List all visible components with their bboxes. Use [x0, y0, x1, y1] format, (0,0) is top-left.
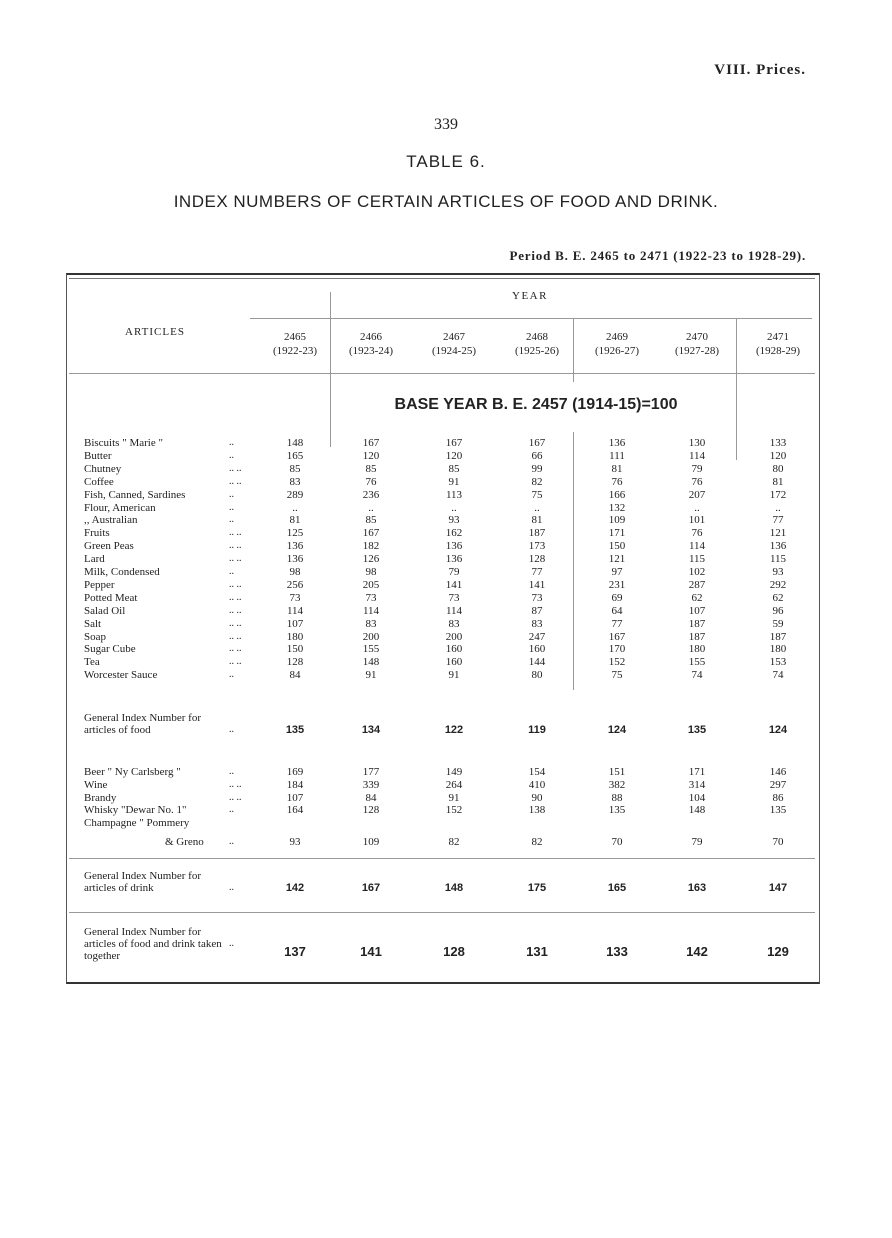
- row-label: Butter: [84, 449, 112, 462]
- table-cell: 152: [445, 804, 463, 817]
- table-cell: 164: [286, 804, 304, 817]
- table-cell: 64: [611, 604, 623, 617]
- row-label: Flour, American: [84, 501, 156, 514]
- table-cell: 138: [528, 804, 546, 817]
- table-cell: ..: [534, 501, 540, 514]
- leader-dots: ..: [229, 669, 234, 681]
- table-cell: 136: [445, 540, 463, 553]
- leader-dots: ..: [229, 938, 234, 949]
- table-cell: 99: [531, 462, 543, 475]
- table-cell: 107: [286, 791, 304, 804]
- table-cell: 167: [362, 527, 380, 540]
- table-cell: 114: [286, 604, 304, 617]
- table-cell: 73: [531, 591, 543, 604]
- table-cell: 297: [769, 778, 787, 791]
- table-cell: 70: [611, 836, 623, 848]
- table-cell: 130: [688, 437, 706, 449]
- table-cell: 133: [606, 944, 628, 959]
- table-cell: 87: [531, 604, 543, 617]
- leader-dots: ..: [229, 766, 234, 777]
- year-ce: (1926-27): [595, 345, 639, 357]
- table-cell: 124: [607, 724, 627, 736]
- table-cell: 81: [289, 514, 301, 527]
- table-cell: 141: [445, 578, 463, 591]
- table-cell: 292: [769, 578, 787, 591]
- table-cell: 165: [607, 882, 627, 894]
- leader-dots: .. ..: [229, 591, 242, 603]
- table-cell: 155: [362, 643, 380, 656]
- table-cell: 289: [286, 488, 304, 501]
- year-be: 2469: [606, 331, 628, 343]
- row-label: Champagne " Pommery: [84, 817, 190, 830]
- row-label: Fish, Canned, Sardines: [84, 488, 186, 501]
- table-cell: 180: [769, 643, 787, 656]
- table-cell: 256: [286, 578, 304, 591]
- year-ce: (1928-29): [756, 345, 800, 357]
- table-cell: 83: [448, 617, 460, 630]
- table-cell: 205: [362, 578, 380, 591]
- table-cell: 172: [769, 488, 787, 501]
- section-rule: [69, 858, 815, 859]
- leader-dots: ..: [229, 724, 234, 735]
- table-cell: 162: [445, 527, 463, 540]
- table-cell: 142: [686, 944, 708, 959]
- year-be: 2465: [284, 331, 306, 343]
- table-cell: 236: [362, 488, 380, 501]
- leader-dots: ..: [229, 566, 234, 577]
- table-cell: 137: [284, 944, 306, 959]
- table-cell: 167: [445, 437, 463, 449]
- table-cell: 135: [769, 804, 787, 817]
- year-label: YEAR: [512, 290, 548, 302]
- table-cell: 410: [528, 778, 546, 791]
- row-label: Coffee: [84, 475, 114, 488]
- row-label: Milk, Condensed: [84, 566, 160, 578]
- table-cell: 109: [362, 836, 380, 848]
- table-inner-rule: [69, 278, 815, 279]
- table-cell: 200: [362, 630, 380, 643]
- table-cell: 85: [365, 462, 377, 475]
- table-cell: 175: [527, 882, 547, 894]
- year-ce: (1924-25): [432, 345, 476, 357]
- table-cell: 114: [445, 604, 463, 617]
- table-cell: 187: [688, 617, 706, 630]
- table-cell: 151: [608, 766, 626, 778]
- table-cell: 93: [772, 566, 784, 578]
- year-be: 2471: [767, 331, 789, 343]
- table-cell: 76: [365, 475, 377, 488]
- table-cell: 163: [687, 882, 707, 894]
- column-divider: [330, 292, 331, 447]
- row-label: ,, Australian: [84, 514, 138, 527]
- table-cell: 107: [286, 617, 304, 630]
- table-cell: 81: [772, 475, 784, 488]
- table-cell: 124: [768, 724, 788, 736]
- table-cell: 104: [688, 791, 706, 804]
- table-cell: ..: [694, 501, 700, 514]
- table-cell: 114: [688, 449, 706, 462]
- table-cell: 136: [286, 540, 304, 553]
- row-label: Biscuits " Marie ": [84, 437, 163, 449]
- table-cell: 148: [362, 656, 380, 669]
- table-cell: 114: [688, 540, 706, 553]
- row-label: Potted Meat: [84, 591, 138, 604]
- table-cell: 173: [528, 540, 546, 553]
- table-cell: 62: [772, 591, 784, 604]
- table-cell: 81: [611, 462, 623, 475]
- table-cell: 148: [444, 882, 464, 894]
- table-cell: 77: [611, 617, 623, 630]
- year-column-header: [414, 330, 494, 358]
- table-title: TABLE 6.: [406, 152, 486, 171]
- table-cell: 111: [609, 449, 625, 462]
- table-cell: 81: [531, 514, 543, 527]
- table-cell: 76: [691, 475, 703, 488]
- table-cell: 149: [445, 766, 463, 778]
- leader-dots: .. ..: [229, 475, 242, 487]
- table-cell: 247: [528, 630, 546, 643]
- year-be: 2467: [443, 331, 465, 343]
- year-ce: (1923-24): [349, 345, 393, 357]
- leader-dots: ..: [229, 449, 234, 461]
- table-cell: 125: [286, 527, 304, 540]
- row-label: Chutney: [84, 462, 122, 475]
- table-cell: 84: [365, 791, 377, 804]
- leader-dots: .. ..: [229, 617, 242, 629]
- table-cell: 207: [688, 488, 706, 501]
- leader-dots: .. ..: [229, 778, 242, 790]
- leader-dots: ..: [229, 836, 234, 847]
- table-cell: 121: [608, 553, 626, 566]
- table-cell: 287: [688, 578, 706, 591]
- table-cell: 136: [608, 437, 626, 449]
- articles-label: ARTICLES: [125, 326, 185, 338]
- table-cell: ..: [368, 501, 374, 514]
- section-rule: [69, 912, 815, 913]
- table-cell: 93: [448, 514, 460, 527]
- table-cell: 73: [365, 591, 377, 604]
- table-cell: 119: [528, 724, 546, 736]
- leader-dots: .. ..: [229, 643, 242, 655]
- table-cell: 98: [289, 566, 301, 578]
- table-cell: 166: [608, 488, 626, 501]
- table-cell: 177: [362, 766, 380, 778]
- table-cell: 83: [365, 617, 377, 630]
- table-cell: 136: [286, 553, 304, 566]
- table-cell: 169: [286, 766, 304, 778]
- table-cell: 135: [285, 724, 305, 736]
- row-label: Pepper: [84, 578, 115, 591]
- table-cell: 76: [691, 527, 703, 540]
- table-cell: 382: [608, 778, 626, 791]
- table-cell: 91: [448, 791, 460, 804]
- row-label: General Index Number for articles of food: [84, 712, 201, 736]
- table-cell: 120: [362, 449, 380, 462]
- table-cell: 69: [611, 591, 623, 604]
- leader-dots: .. ..: [229, 540, 242, 552]
- table-cell: 74: [772, 669, 784, 682]
- table-cell: 90: [531, 791, 543, 804]
- table-cell: 91: [448, 669, 460, 682]
- table-cell: 97: [611, 566, 623, 578]
- table-cell: 231: [608, 578, 626, 591]
- leader-dots: .. ..: [229, 604, 242, 616]
- table-cell: 98: [365, 566, 377, 578]
- table-cell: 314: [688, 778, 706, 791]
- year-column-header: [738, 330, 818, 358]
- leader-dots: ..: [229, 501, 234, 513]
- leader-dots: .. ..: [229, 656, 242, 668]
- table-cell: 146: [769, 766, 787, 778]
- table-cell: 339: [362, 778, 380, 791]
- table-cell: 82: [448, 836, 460, 848]
- row-label: Tea: [84, 656, 100, 669]
- table-cell: 167: [361, 882, 381, 894]
- year-column-header: [255, 330, 335, 358]
- year-rule: [250, 318, 812, 319]
- table-cell: 132: [608, 501, 626, 514]
- table-cell: 101: [688, 514, 706, 527]
- leader-dots: .. ..: [229, 630, 242, 642]
- table-cell: 66: [531, 449, 543, 462]
- row-label: Sugar Cube: [84, 643, 136, 656]
- table-cell: 62: [691, 591, 703, 604]
- table-cell: 160: [445, 643, 463, 656]
- year-ce: (1922-23): [273, 345, 317, 357]
- table-cell: 85: [365, 514, 377, 527]
- row-label: Fruits: [84, 527, 110, 540]
- leader-dots: ..: [229, 488, 234, 500]
- row-label: Lard: [84, 553, 105, 566]
- table-cell: 70: [772, 836, 784, 848]
- table-cell: 165: [286, 449, 304, 462]
- table-cell: 83: [531, 617, 543, 630]
- table-cell: 184: [286, 778, 304, 791]
- table-cell: 120: [769, 449, 787, 462]
- row-label: Worcester Sauce: [84, 669, 158, 682]
- row-label: Salad Oil: [84, 604, 126, 617]
- table-cell: ..: [775, 501, 781, 514]
- table-cell: 77: [531, 566, 543, 578]
- table-cell: 113: [445, 488, 463, 501]
- table-cell: 200: [445, 630, 463, 643]
- table-cell: 133: [769, 437, 787, 449]
- table-cell: 141: [360, 944, 382, 959]
- table-cell: ..: [292, 501, 298, 514]
- year-be: 2466: [360, 331, 382, 343]
- table-cell: 76: [611, 475, 623, 488]
- year-column-header: [497, 330, 577, 358]
- table-cell: 136: [769, 540, 787, 553]
- table-cell: 167: [528, 437, 546, 449]
- table-cell: 88: [611, 791, 623, 804]
- table-subtitle: INDEX NUMBERS OF CERTAIN ARTICLES OF FOOD AND DRINK.: [173, 192, 719, 211]
- table-cell: 155: [688, 656, 706, 669]
- header-rule: [69, 373, 815, 374]
- table-cell: 73: [448, 591, 460, 604]
- row-label: & Greno: [165, 836, 204, 848]
- table-cell: ..: [451, 501, 457, 514]
- table-cell: 142: [285, 882, 305, 894]
- leader-dots: ..: [229, 437, 234, 448]
- table-cell: 80: [531, 669, 543, 682]
- leader-dots: .. ..: [229, 791, 242, 803]
- table-cell: 96: [772, 604, 784, 617]
- table-cell: 122: [444, 724, 464, 736]
- table-cell: 128: [443, 944, 465, 959]
- table-cell: 264: [445, 778, 463, 791]
- table-cell: 86: [772, 791, 784, 804]
- table-cell: 126: [362, 553, 380, 566]
- table-cell: 128: [362, 804, 380, 817]
- leader-dots: .. ..: [229, 578, 242, 590]
- leader-dots: .. ..: [229, 553, 242, 565]
- table-cell: 129: [767, 944, 789, 959]
- table-cell: 74: [691, 669, 703, 682]
- table-cell: 91: [365, 669, 377, 682]
- year-column-header: [657, 330, 737, 358]
- table-cell: 180: [688, 643, 706, 656]
- year-ce: (1925-26): [515, 345, 559, 357]
- row-label: Green Peas: [84, 540, 134, 553]
- table-cell: 93: [289, 836, 301, 848]
- year-column-header: [577, 330, 657, 358]
- table-cell: 73: [289, 591, 301, 604]
- year-be: 2470: [686, 331, 708, 343]
- row-label: General Index Number for articles of food and drink taken together: [84, 926, 222, 962]
- row-label: Wine: [84, 778, 108, 791]
- table-cell: 85: [289, 462, 301, 475]
- table-cell: 114: [362, 604, 380, 617]
- leader-dots: ..: [229, 882, 234, 893]
- year-be: 2468: [526, 331, 548, 343]
- table-cell: 128: [286, 656, 304, 669]
- table-cell: 148: [688, 804, 706, 817]
- table-cell: 82: [531, 475, 543, 488]
- table-cell: 75: [531, 488, 543, 501]
- table-cell: 59: [772, 617, 784, 630]
- year-column-header: [331, 330, 411, 358]
- leader-dots: .. ..: [229, 462, 242, 474]
- table-cell: 80: [772, 462, 784, 475]
- leader-dots: ..: [229, 804, 234, 816]
- table-cell: 109: [608, 514, 626, 527]
- table-cell: 187: [769, 630, 787, 643]
- table-cell: 147: [768, 882, 788, 894]
- row-label: Brandy: [84, 791, 117, 804]
- table-cell: 79: [691, 836, 703, 848]
- table-cell: 120: [445, 449, 463, 462]
- table-cell: 171: [688, 766, 706, 778]
- table-cell: 79: [448, 566, 460, 578]
- table-cell: 135: [687, 724, 707, 736]
- table-cell: 82: [531, 836, 543, 848]
- table-cell: 115: [769, 553, 787, 566]
- table-cell: 160: [445, 656, 463, 669]
- table-cell: 144: [528, 656, 546, 669]
- table-cell: 136: [445, 553, 463, 566]
- period-caption: Period B. E. 2465 to 2471 (1922-23 to 1928-29).: [509, 248, 806, 263]
- table-cell: 131: [526, 944, 548, 959]
- table-cell: 121: [769, 527, 787, 540]
- row-label: Beer " Ny Carlsberg ": [84, 766, 181, 778]
- table-cell: 102: [688, 566, 706, 578]
- table-cell: 77: [772, 514, 784, 527]
- table-cell: 83: [289, 475, 301, 488]
- table-cell: 167: [362, 437, 380, 449]
- table-cell: 170: [608, 643, 626, 656]
- table-cell: 171: [608, 527, 626, 540]
- table-cell: 75: [611, 669, 623, 682]
- table-cell: 167: [608, 630, 626, 643]
- table-cell: 180: [286, 630, 304, 643]
- row-label: Salt: [84, 617, 102, 630]
- table-cell: 182: [362, 540, 380, 553]
- table-cell: 153: [769, 656, 787, 669]
- table-cell: 135: [608, 804, 626, 817]
- table-cell: 152: [608, 656, 626, 669]
- table-cell: 107: [688, 604, 706, 617]
- row-label: Whisky "Dewar No. 1": [84, 804, 187, 817]
- table-cell: 150: [286, 643, 304, 656]
- table-cell: 148: [286, 437, 304, 449]
- table-cell: 134: [361, 724, 381, 736]
- base-year-label: BASE YEAR B. E. 2457 (1914-15)=100: [394, 396, 678, 413]
- table-cell: 187: [688, 630, 706, 643]
- year-ce: (1927-28): [675, 345, 719, 357]
- row-label: Soap: [84, 630, 106, 643]
- table-cell: 187: [528, 527, 546, 540]
- row-label: General Index Number for articles of drink: [84, 870, 201, 894]
- table-cell: 128: [528, 553, 546, 566]
- section-header: VIII. Prices.: [714, 62, 806, 78]
- table-cell: 84: [289, 669, 301, 682]
- table-cell: 79: [691, 462, 703, 475]
- table-cell: 85: [448, 462, 460, 475]
- leader-dots: ..: [229, 514, 234, 526]
- table-cell: 154: [528, 766, 546, 778]
- table-cell: 91: [448, 475, 460, 488]
- table-cell: 160: [528, 643, 546, 656]
- page-number: 339: [434, 116, 458, 133]
- leader-dots: .. ..: [229, 527, 242, 539]
- table-cell: 115: [688, 553, 706, 566]
- table-cell: 150: [608, 540, 626, 553]
- table-cell: 141: [528, 578, 546, 591]
